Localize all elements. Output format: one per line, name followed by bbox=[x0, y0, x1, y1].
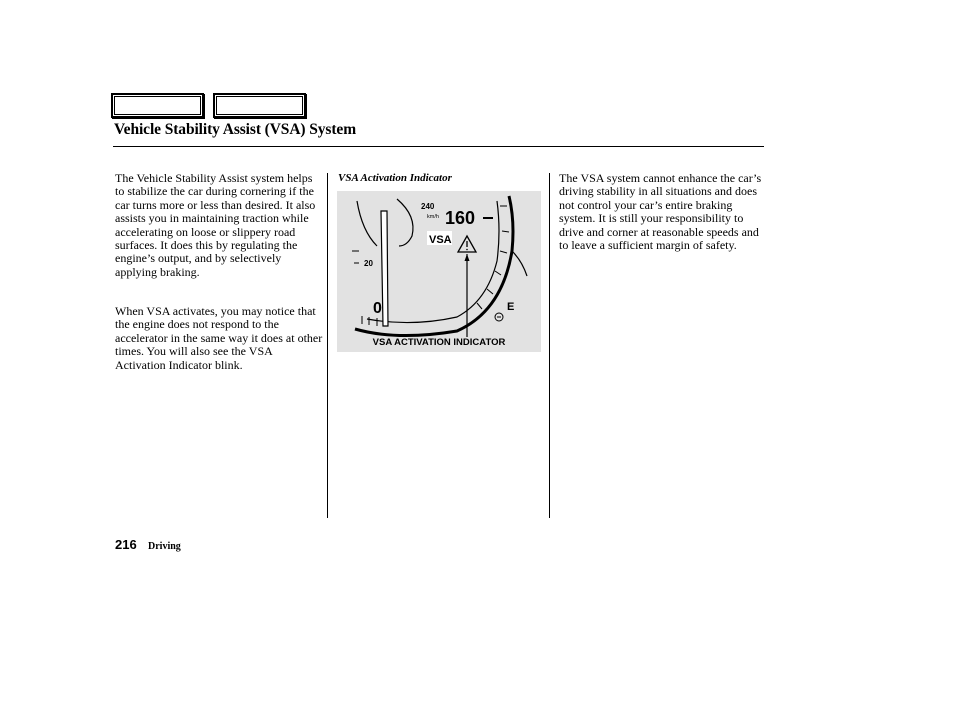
intro-paragraph: The Vehicle Stability Assist system helps to stabilize the car during cornering if the car turns more or less than desired. It also assists you in maintaining traction while accelerating on loose or slippery road surfaces. It does this by regulating the engine’s output, and by selectively applying braking. bbox=[115, 171, 316, 279]
tach-20-label: 20 bbox=[364, 259, 373, 268]
figure-caption: VSA Activation Indicator bbox=[338, 172, 452, 184]
fuel-pump-icon bbox=[495, 313, 503, 321]
figure-label: VSA ACTIVATION INDICATOR bbox=[372, 337, 506, 348]
instrument-cluster-figure bbox=[337, 191, 541, 352]
zero-label: 0 bbox=[373, 300, 382, 317]
speed-160-label: 160 bbox=[445, 208, 476, 228]
next-page-button[interactable] bbox=[213, 93, 306, 118]
vsa-indicator-icon bbox=[427, 231, 452, 246]
previous-page-button[interactable] bbox=[111, 93, 204, 118]
svg-text:VSA: VSA bbox=[429, 234, 452, 246]
speed-unit-label: km/h bbox=[427, 214, 439, 220]
fuel-empty-label: E bbox=[507, 301, 515, 313]
warning-triangle-icon bbox=[458, 236, 476, 252]
column-divider-left bbox=[327, 173, 328, 518]
page-number: 216 bbox=[115, 537, 137, 552]
title-divider bbox=[113, 146, 764, 147]
instrument-cluster-illustration bbox=[337, 191, 541, 352]
column-divider-right bbox=[549, 173, 550, 518]
page-title: Vehicle Stability Assist (VSA) System bbox=[114, 121, 357, 138]
speed-240-label: 240 bbox=[421, 202, 435, 211]
limitations-paragraph: The VSA system cannot enhance the car’s driving stability in all situations and does not control your car’s entire braking system. It is still your responsibility to drive and corner at reasonable speeds and to leave a sufficient margin of safety. bbox=[559, 171, 762, 253]
activation-paragraph: When VSA activates, you may notice that the engine does not respond to the accelerator in the same way it does at other times. You will also see the VSA Activation Indicator blink. bbox=[115, 304, 323, 372]
section-name: Driving bbox=[148, 541, 181, 552]
